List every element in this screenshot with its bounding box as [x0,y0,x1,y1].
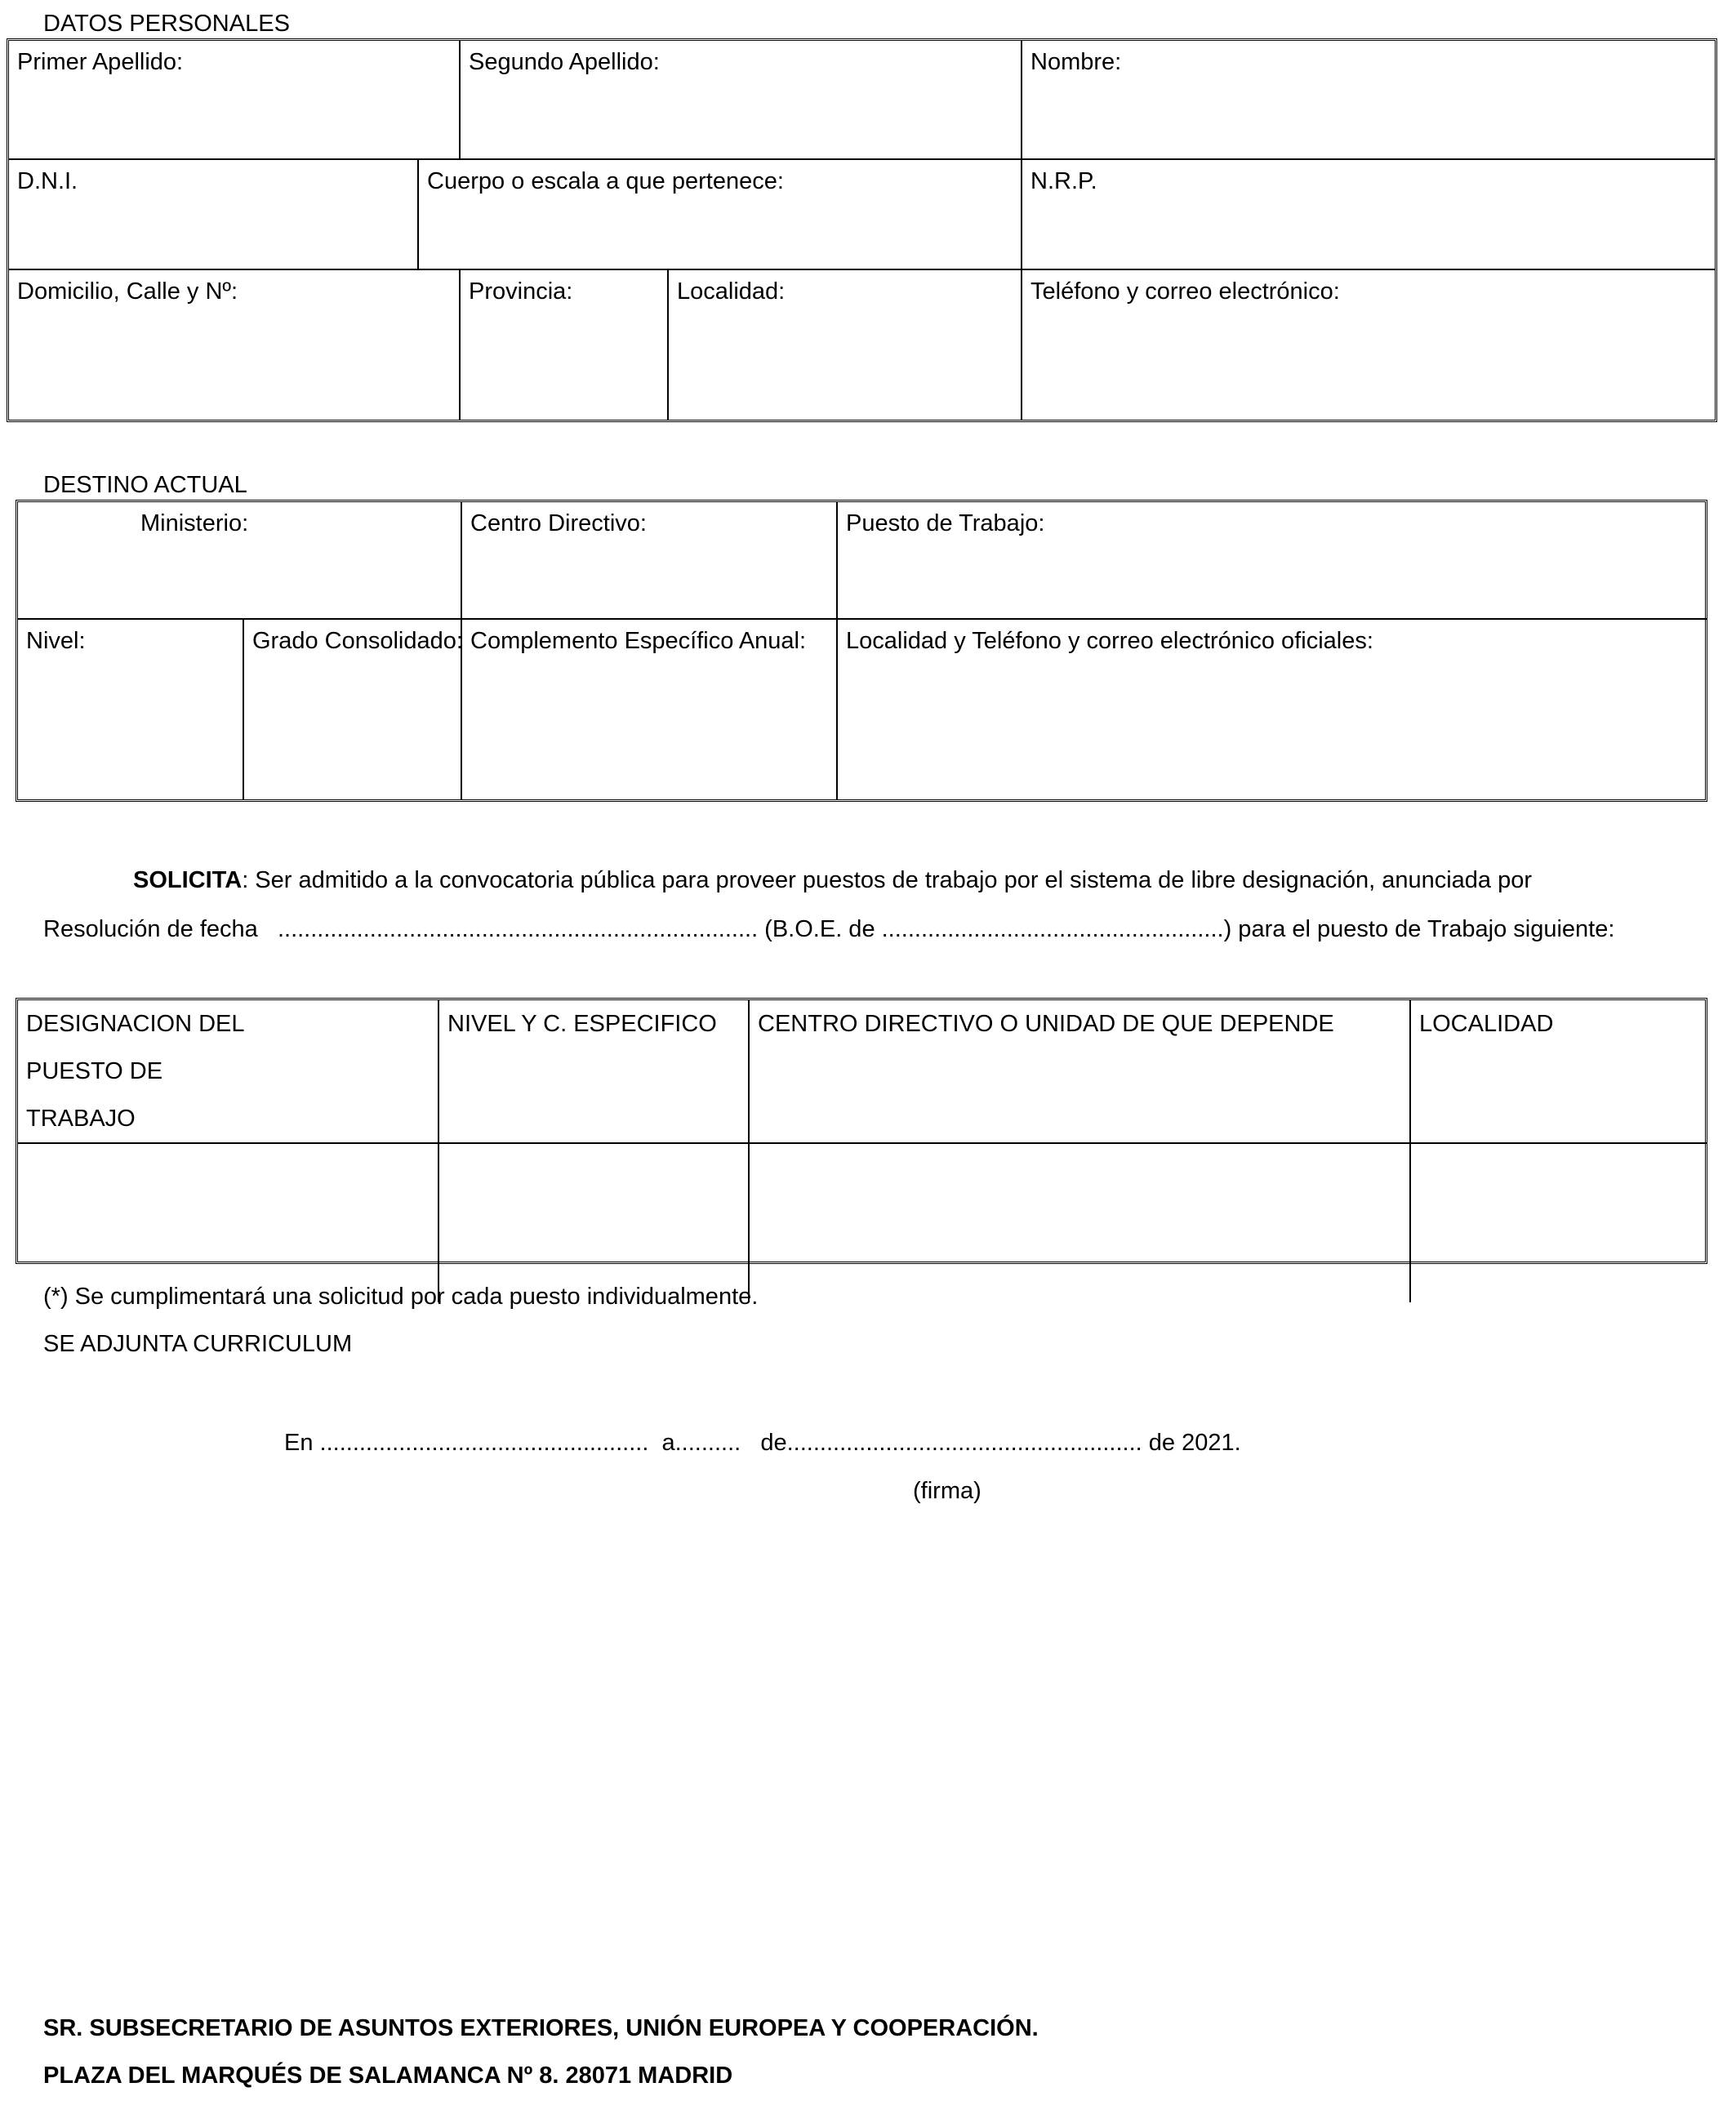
place-date-line: En .................................................. a.......... de...................................................... de 2021. [284,1430,1241,1456]
header-designacion [18,1000,438,1143]
grado-consolidado-field[interactable] [243,619,461,799]
recipient-text: SR. SUBSECRETARIO DE ASUNTOS EXTERIORES, UNIÓN EUROPEA Y COOPERACIÓN. [43,2015,1039,2041]
destino-row-2 [18,619,1707,799]
designacion-input-cell[interactable] [18,1143,438,1302]
domicilio-field[interactable] [9,269,460,420]
complemento-especifico-label: Complemento Específico Anual: [470,628,807,654]
grado-consolidado-label: Grado Consolidado: [252,628,463,654]
nombre-label: Nombre: [1030,49,1122,75]
puesto-header-row [18,1000,1707,1143]
dni-field[interactable] [9,159,418,269]
ministerio-label: Ministerio: [140,510,249,536]
centro-directivo-label: Centro Directivo: [470,510,647,536]
telefono-correo-field[interactable] [1022,269,1716,420]
firma-label: (firma) [913,1478,982,1504]
datos-row-2 [9,159,1716,269]
header-localidad [1410,1000,1707,1143]
destino-actual-table [18,502,1707,799]
localidad-field[interactable] [668,269,1022,420]
header-designacion-label: DESIGNACION DEL PUESTO DE TRABAJO [26,1011,244,1132]
header-localidad-label: LOCALIDAD [1419,1011,1554,1037]
datos-personales-table [9,41,1716,420]
ministerio-field[interactable] [18,502,461,619]
solicita-text: : Ser admitido a la convocatoria pública para proveer puestos de trabajo por el sistema de libre designación, anunciada por [242,867,1533,893]
telefono-correo-label: Teléfono y correo electrónico: [1030,278,1340,305]
centro-directivo-cell [462,502,836,618]
dni-label: D.N.I. [17,168,78,194]
puesto-trabajo-label: Puesto de Trabajo: [846,510,1045,536]
cuerpo-escala-label: Cuerpo o escala a que pertenece: [427,168,784,194]
datos-row-1 [9,41,1716,159]
puesto-table [18,1000,1707,1302]
centro-directivo-field[interactable] [461,502,837,619]
primer-apellido-field[interactable] [9,41,460,159]
puesto-entry-row [18,1143,1707,1302]
header-centro-directivo-label: CENTRO DIRECTIVO O UNIDAD DE QUE DEPENDE [758,1011,1334,1037]
segundo-apellido-label: Segundo Apellido: [469,49,660,75]
cuerpo-escala-field[interactable] [418,159,1022,269]
localidad-label: Localidad: [677,278,786,305]
segundo-apellido-field[interactable] [460,41,1022,159]
nombre-field[interactable] [1022,41,1716,159]
header-centro-directivo [749,1000,1410,1143]
address-text: PLAZA DEL MARQUÉS DE SALAMANCA Nº 8. 28071 MADRID [43,2063,733,2089]
note-text: (*) Se cumplimentará una solicitud por cada puesto individualmente. [43,1284,759,1310]
provincia-label: Provincia: [469,278,573,305]
primer-apellido-label: Primer Apellido: [17,49,184,75]
centro-directivo-input-cell[interactable] [749,1143,1410,1302]
header-nivel [438,1000,749,1143]
localidad-input-cell[interactable] [1410,1143,1707,1302]
nrp-field[interactable] [1022,159,1716,269]
nivel-field[interactable] [18,619,243,799]
localidad-telefono-oficiales-label: Localidad y Teléfono y correo electrónico oficiales: [846,628,1373,654]
destino-actual-form [16,500,1707,802]
nivel-label: Nivel: [26,628,86,654]
nivel-input-cell[interactable] [438,1143,749,1302]
datos-personales-form [7,38,1717,422]
solicita-label: SOLICITA [133,867,243,893]
destino-row-1 [18,502,1707,619]
attachment-text: SE ADJUNTA CURRICULUM [43,1331,353,1357]
centro-directivo-split [462,502,836,618]
puesto-form [16,998,1707,1264]
solicita-line-1 [133,869,1532,892]
section-title-datos-personales: DATOS PERSONALES [43,11,290,37]
nrp-label: N.R.P. [1030,168,1097,194]
section-title-destino-actual: DESTINO ACTUAL [43,472,247,498]
provincia-field[interactable] [460,269,668,420]
localidad-telefono-oficiales-field[interactable] [837,619,1707,799]
complemento-especifico-field[interactable] [461,619,837,799]
domicilio-label: Domicilio, Calle y Nº: [17,278,238,305]
header-nivel-label: NIVEL Y C. ESPECIFICO [447,1011,717,1037]
solicita-line-2: Resolución de fecha ......................................................................... (B.O.E. de ....................................................) para el puesto de Trabajo siguiente: [43,916,1615,942]
datos-row-3 [9,269,1716,420]
puesto-trabajo-field[interactable] [837,502,1707,619]
